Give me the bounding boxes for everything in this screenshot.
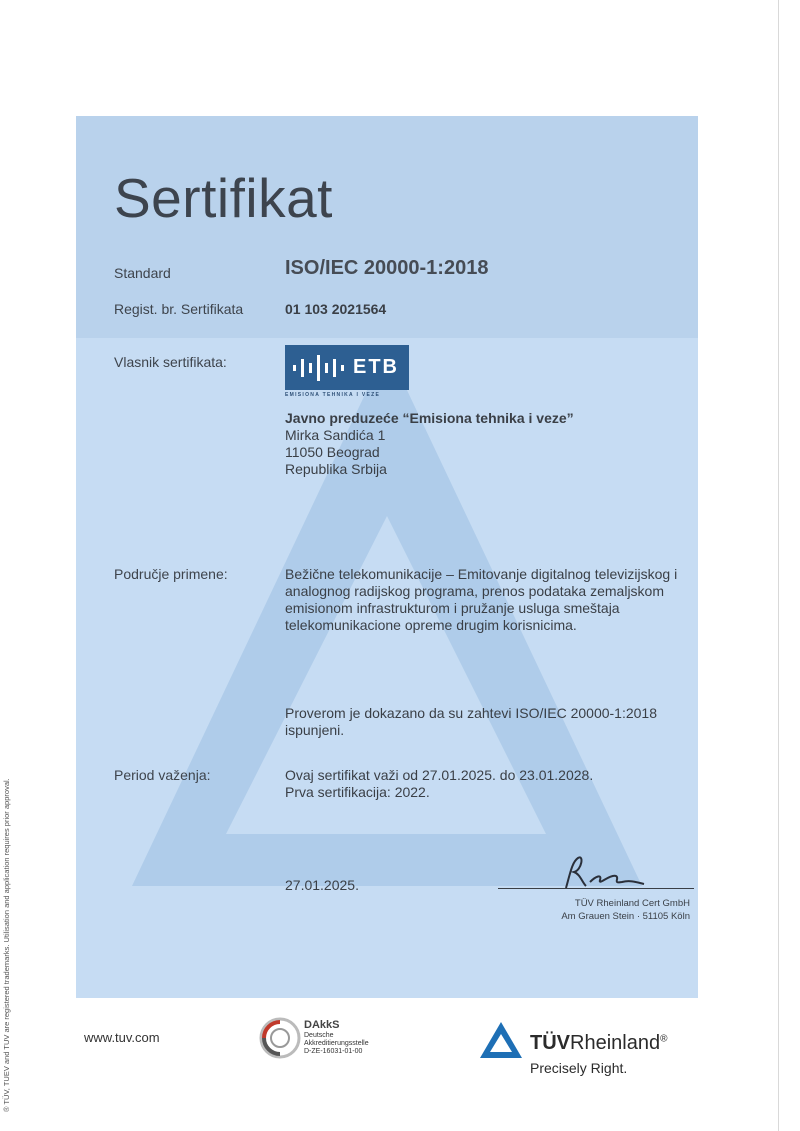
holder-address-line: Republika Srbija: [285, 461, 387, 477]
proof-line: Proverom je dokazano da su zahtevi ISO/IEC 20000-1:2018: [285, 705, 657, 721]
dakks-line: Akkreditierungsstelle: [304, 1040, 369, 1047]
scope-line: telekomunikacione opreme drugim korisnicima.: [285, 617, 577, 633]
registration-label: Regist. br. Sertifikata: [114, 301, 244, 317]
tuv-brand-bold: TÜV: [530, 1032, 570, 1054]
proof-line: ispunjeni.: [285, 722, 345, 738]
issue-date: 27.01.2025.: [285, 877, 359, 893]
issuer-address: Am Grauen Stein · 51105 Köln: [561, 911, 690, 922]
signal-bars-icon: [291, 353, 347, 383]
tuv-triangle-icon: [478, 1020, 524, 1060]
dakks-name: DAkkS: [304, 1019, 340, 1031]
holder-address-line: 11050 Beograd: [285, 444, 380, 460]
tuv-slogan: Precisely Right.: [530, 1060, 628, 1076]
holder-label: Vlasnik sertifikata:: [114, 354, 227, 370]
certificate-title: Sertifikat: [114, 167, 333, 229]
signature-line: [498, 888, 694, 889]
validity-label: Period važenja:: [114, 767, 211, 783]
scope-label: Područje primene:: [114, 566, 228, 582]
registration-value: 01 103 2021564: [285, 301, 387, 317]
certificate-panel: [76, 116, 698, 998]
tuv-brand: [530, 1032, 667, 1055]
standard-label: Standard: [114, 265, 171, 281]
signature-icon: [560, 852, 650, 892]
tuv-brand-rest: Rheinland: [570, 1032, 661, 1054]
dakks-logo: [258, 1016, 369, 1065]
scope-line: emisionom infrastrukturom i pružanje usluga smeštaja: [285, 600, 620, 616]
dakks-line: D-ZE-16031-01-00: [304, 1048, 363, 1055]
validity-line: Prva sertifikacija: 2022.: [285, 784, 430, 800]
issuer-name: TÜV Rheinland Cert GmbH: [574, 898, 690, 909]
holder-address-line: Mirka Sandića 1: [285, 427, 386, 443]
standard-value: ISO/IEC 20000-1:2018: [285, 257, 489, 279]
scope-line: Bežične telekomunikacije – Emitovanje digitalnog televizijskog i: [285, 566, 678, 582]
tuv-registered-mark: ®: [660, 1033, 668, 1045]
validity-line: Ovaj sertifikat važi od 27.01.2025. do 23.01.2028.: [285, 767, 594, 783]
dakks-line: Deutsche: [304, 1032, 334, 1039]
logo-tagline: EMISIONA TEHNIKA I VEZE: [285, 392, 381, 398]
dakks-emblem-icon: [258, 1016, 302, 1060]
logo-name: ETB: [353, 356, 399, 378]
trademark-note: ® TÜV, TUEV and TUV are registered trademarks. Utilisation and application requires prior approval.: [2, 778, 11, 1112]
etb-logo: [285, 345, 409, 398]
tuv-logo: [478, 1020, 668, 1076]
footer-url[interactable]: www.tuv.com: [84, 1030, 160, 1045]
holder-name: Javno preduzeće “Emisiona tehnika i veze”: [285, 410, 574, 426]
scope-line: analognog radijskog programa, prenos podataka zemaljskom: [285, 583, 664, 599]
page-edge: [778, 0, 779, 1131]
